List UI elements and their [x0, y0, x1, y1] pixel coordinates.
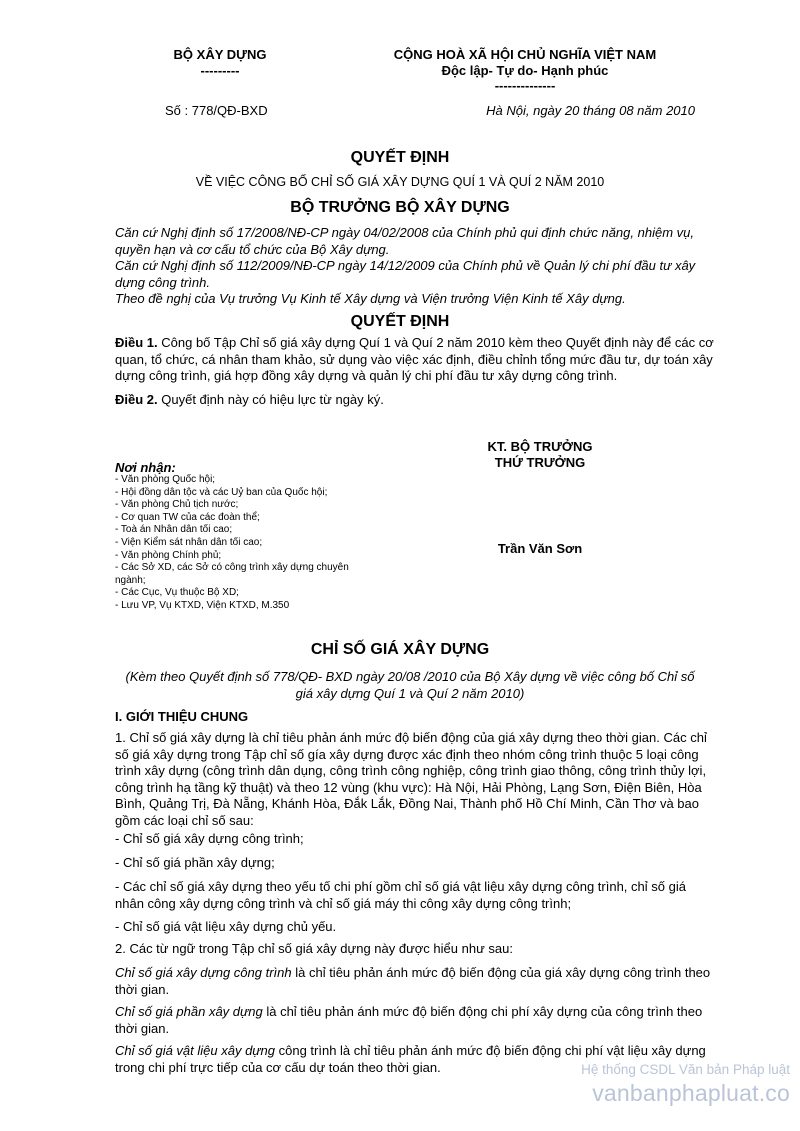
article-1-label: Điều 1.: [115, 335, 158, 350]
signature-title-1: KT. BỘ TRƯỞNG: [487, 439, 593, 454]
list-item: - Văn phòng Quốc hội;: [115, 474, 216, 485]
document-number: Số : 778/QĐ-BXD: [165, 103, 268, 118]
decision-authority: BỘ TRƯỞNG BỘ XÂY DỰNG: [290, 199, 510, 216]
article-1: [115, 335, 715, 385]
place-date: Hà Nội, ngày 20 tháng 08 năm 2010: [486, 103, 695, 118]
list-item: - Văn phòng Chủ tịch nước;: [115, 499, 239, 511]
section-1-heading: I. GIỚI THIỆU CHUNG: [115, 709, 249, 724]
annex-subtitle-line-2: giá xây dựng Quí 1 và Quí 2 năm 2010): [295, 686, 525, 701]
ministry-rule: ---------: [200, 63, 240, 78]
list-item: - Hội đồng dân tộc và các Uỷ ban của Quốc hội;: [115, 486, 328, 498]
decides-heading: QUYẾT ĐỊNH: [350, 313, 450, 330]
signature-title-2: THỨ TRƯỞNG: [494, 455, 586, 470]
article-2: [115, 392, 715, 409]
annex-subtitle: [100, 668, 720, 702]
list-item: - Các Cục, Vụ thuộc Bộ XD;: [115, 587, 239, 599]
list-item: - Viện Kiểm sát nhân dân tối cao;: [115, 536, 263, 548]
list-item: ngành;: [115, 574, 146, 586]
watermark-tagline: Hệ thống CSDL Văn bản Pháp luật: [581, 1062, 790, 1077]
definition-2-term: Chỉ số giá phần xây dựng: [115, 1004, 263, 1019]
definition-1-term: Chỉ số giá xây dựng công trình: [115, 965, 292, 980]
definition-1: [115, 965, 715, 998]
annex-subtitle-line-1: (Kèm theo Quyết định số 778/QĐ- BXD ngày 20/08 /2010 của Bộ Xây dựng về việc công bố Chỉ số: [125, 669, 695, 684]
recipients-list: [115, 474, 385, 613]
basis-item: Theo đề nghị của Vụ trưởng Vụ Kinh tế Xây dựng và Viện trưởng Viện Kinh tế Xây dựng.: [115, 291, 626, 307]
legal-basis: [115, 225, 715, 308]
definition-3-term: Chỉ số giá vật liệu xây dựng: [115, 1043, 275, 1058]
annex-title: CHỈ SỐ GIÁ XÂY DỰNG: [310, 641, 490, 658]
basis-item: Căn cứ Nghị định số 17/2008/NĐ-CP ngày 04/02/2008 của Chính phủ qui định chức năng, nhiệm vụ, quyền hạn và cơ cấu tổ chức của Bộ Xây dựng.: [115, 225, 694, 257]
motto-rule: --------------: [494, 78, 556, 93]
signer-name: Trần Văn Sơn: [497, 541, 583, 556]
bullet-2: - Chỉ số giá phần xây dựng;: [115, 855, 275, 870]
basis-item: Căn cứ Nghị định số 112/2009/NĐ-CP ngày 14/12/2009 của Chính phủ về Quản lý chi phí đầu tư xây dựng công trình.: [115, 258, 696, 290]
list-item: - Toà án Nhân dân tối cao;: [115, 524, 233, 536]
paragraph-1: 1. Chỉ số giá xây dựng là chỉ tiêu phản ánh mức độ biến động của giá xây dựng theo thời gian. Các chỉ số giá xây dựng trong Tập chỉ số gía xây dựng được xác định theo nhóm công trình thuộc 5 loại công trình xây dựng (công trình dân dụng, công trình công nghiệp, công trình giao thông, công trình thủy lợi, công trình hạ tầng kỹ thuật) và theo 12 vùng (khu vực): Hà Nội, Hải Phòng, Lạng Sơn, Điện Biên, Hòa Bình, Quảng Trị, Đà Nẵng, Khánh Hòa, Đắk Lắk, Đồng Nai, Thành phố Hồ Chí Minh, Cần Thơ và bao gồm các loại chỉ số sau:: [115, 730, 707, 828]
definition-3-text: công trình là chỉ tiêu phản ánh mức độ biến động chi phí vật liệu xây dựng trong chi phí trực tiếp của cơ cấu dự toán theo thời gian.: [115, 1043, 706, 1075]
bullet-3: - Các chỉ số giá xây dựng theo yếu tố chi phí gồm chỉ số giá vật liệu xây dựng công trình, chỉ số giá nhân công xây dựng công trình và chỉ số giá máy thi công xây dựng công trình;: [115, 879, 686, 911]
paragraph-2: 2. Các từ ngữ trong Tập chỉ số giá xây dựng này được hiểu như sau:: [115, 941, 513, 956]
definition-1-text: là chỉ tiêu phản ánh mức độ biến động của giá xây dựng công trình theo thời gian.: [115, 965, 711, 997]
list-item: - Cơ quan TW của các đoàn thể;: [115, 511, 260, 523]
bullet-4: - Chỉ số giá vật liệu xây dựng chủ yếu.: [115, 919, 337, 934]
definition-2-text: là chỉ tiêu phản ánh mức độ biến động chi phí xây dựng của công trình theo thời gian.: [115, 1004, 703, 1036]
recipients-title: Nơi nhận:: [115, 460, 176, 475]
national-motto: Độc lập- Tự do- Hạnh phúc: [441, 63, 609, 78]
decision-title: QUYẾT ĐỊNH: [350, 149, 450, 166]
list-item: - Văn phòng Chính phủ;: [115, 549, 222, 561]
watermark-site: vanbanphapluat.co: [592, 1080, 790, 1106]
article-1-text: Công bố Tập Chỉ số giá xây dựng Quí 1 và Quí 2 năm 2010 kèm theo Quyết định này để các cơ quan, tổ chức, cá nhân tham khảo, sử dụng vào việc xác định, điều chỉnh tổng mức đầu tư, dự toán xây dựng công trình, giá hợp đồng xây dựng và quản lý chi phí đầu tư xây dựng công trình.: [115, 335, 714, 384]
decision-subject: VỀ VIỆC CÔNG BỐ CHỈ SỐ GIÁ XÂY DỰNG QUÍ 1 VÀ QUÍ 2 NĂM 2010: [195, 175, 605, 189]
ministry-name: BỘ XÂY DỰNG: [173, 47, 267, 62]
article-2-label: Điều 2.: [115, 392, 158, 407]
list-item: - Các Sở XD, các Sở có công trình xây dựng chuyên: [115, 562, 349, 574]
article-2-text: Quyết định này có hiệu lực từ ngày ký.: [161, 392, 384, 407]
country-name: CỘNG HOÀ XÃ HỘI CHỦ NGHĨA VIỆT NAM: [393, 47, 657, 62]
definition-2: [115, 1004, 715, 1037]
list-item: - Lưu VP, Vụ KTXD, Viện KTXD, M.350: [115, 599, 290, 611]
bullet-1: - Chỉ số giá xây dựng công trình;: [115, 831, 304, 846]
